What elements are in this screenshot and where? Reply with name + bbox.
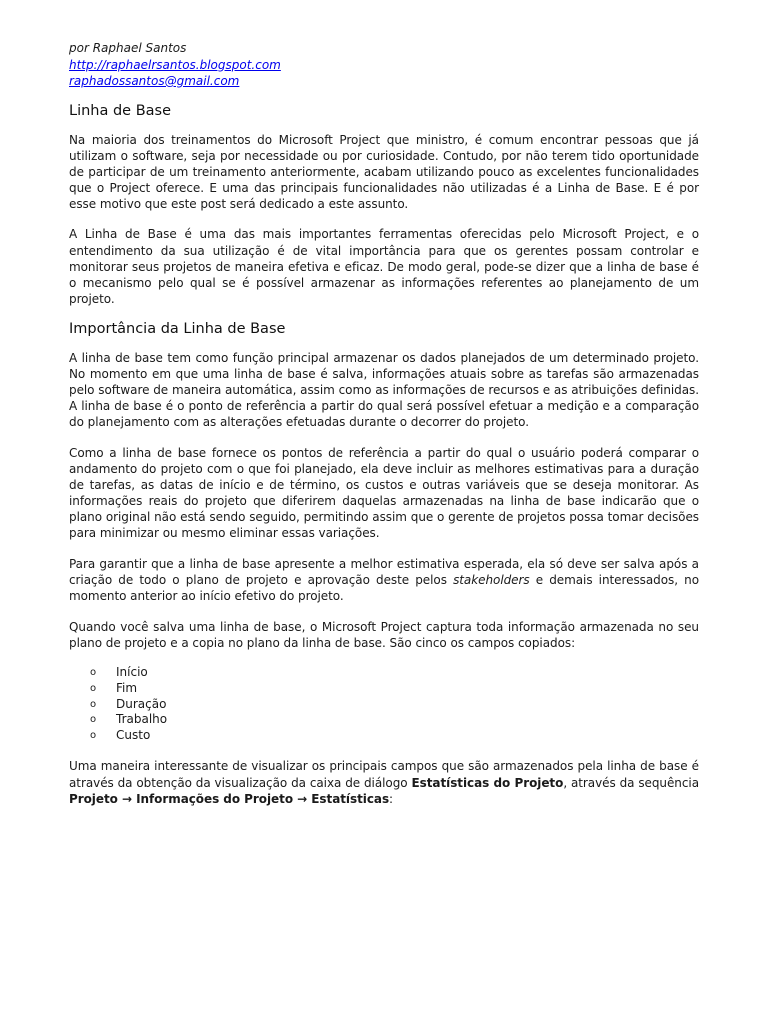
bold-dialog-name: Estatísticas do Projeto — [411, 775, 564, 790]
bold-menu-sequence: Projeto → Informações do Projeto → Estatísticas — [69, 791, 390, 806]
bullet-circle-icon: o — [90, 666, 97, 678]
blog-link[interactable]: http://raphaelrsantos.blogspot.com — [69, 57, 281, 72]
text-segment: e demais interessados, no momento anterior ao início efetivo do projeto. — [69, 573, 699, 604]
document-page — [69, 40, 699, 807]
bullet-circle-icon: o — [90, 714, 97, 726]
list-item-label: Fim — [116, 680, 138, 695]
text-segment: Uma maneira interessante de visualizar os principais campos que são armazenados pela linha de base é através da obtenção da visualização da caixa de diálogo — [69, 759, 699, 790]
list-item — [90, 665, 699, 681]
paragraph-intro: Na maioria dos treinamentos do Microsoft Project que ministro, é comum encontrar pessoas que já utilizam o software, seja por necessidade ou por curiosidade. Contudo, por não terem tido oportunidade de participar de um treinamento anteriormente, acabam utilizando pouco as excelentes funcionalidades que o Project oferece. E uma das principais funcionalidades não utilizadas é a Linha de Base. E é por esse motivo que este post será dedicado a este assunto. — [69, 132, 699, 211]
paragraph-function: A linha de base tem como função principal armazenar os dados planejados de um determinado projeto. No momento em que uma linha de base é salva, informações atuais sobre as tarefas são armazenadas pelo software de maneira automática, assim como as informações de recursos e as atribuições definidas. A linha de base é o ponto de referência a partir do qual será possível efetuar a medição e a comparação do planejamento com as alterações efetuadas durante o decorrer do projeto. — [69, 350, 699, 430]
text-segment: : — [389, 791, 394, 806]
author-block — [69, 40, 699, 90]
list-item — [90, 728, 699, 744]
paragraph-statistics — [69, 758, 699, 806]
author-name: por Raphael Santos — [69, 41, 187, 55]
paragraph-saved-fields: Quando você salva uma linha de base, o Microsoft Project captura toda informação armazenada no seu plano de projeto e a copia no plano da linha de base. São cinco os campos copiados: — [69, 619, 699, 650]
section-title-linha-de-base: Linha de Base — [69, 102, 172, 119]
list-item — [90, 681, 699, 697]
fields-list — [69, 665, 699, 744]
paragraph-when-to-save — [69, 556, 699, 604]
text-segment: , através da sequência — [563, 775, 700, 790]
paragraph-definition: A Linha de Base é uma das mais importantes ferramentas oferecidas pelo Microsoft Project, e o entendimento da sua utilização é de vital importância para que os gerentes possam controlar e monitorar seus projetos de maneira efetiva e eficaz. De modo geral, pode-se dizer que a linha de base é o mecanismo pelo qual se é possível armazenar as informações referentes ao planejamento de um projeto. — [69, 227, 699, 306]
list-item-label: Duração — [116, 696, 167, 711]
bullet-circle-icon: o — [90, 682, 97, 694]
bullet-circle-icon: o — [90, 698, 97, 710]
paragraph-reference-points: Como a linha de base fornece os pontos de referência a partir do qual o usuário poderá comparar o andamento do projeto com o que foi planejado, ela deve incluir as melhores estimativas para a duração de tarefas, as datas de início e de término, os custos e outras variáveis que se deseja monitorar. As informações reais do projeto que diferirem daquelas armazenadas na linha de base indicarão que o plano original não está sendo seguido, permitindo assim que o gerente de projetos possa tomar decisões para minimizar ou mesmo eliminar essas variações. — [69, 445, 699, 541]
bullet-circle-icon: o — [90, 730, 97, 742]
email-link[interactable]: raphadossantos@gmail.com — [69, 74, 240, 88]
stakeholders-italic: stakeholders — [453, 573, 530, 588]
list-item-label: Trabalho — [116, 712, 168, 727]
list-item — [90, 712, 699, 728]
text-segment: Para garantir que a linha de base apresente a melhor estimativa esperada, ela só deve ser salva após a criação de todo o plano de projeto e aprovação deste pelos — [69, 556, 699, 588]
section-title-importancia: Importância da Linha de Base — [69, 320, 286, 337]
list-item — [90, 697, 699, 713]
list-item-label: Custo — [116, 728, 151, 743]
list-item-label: Início — [116, 664, 148, 679]
